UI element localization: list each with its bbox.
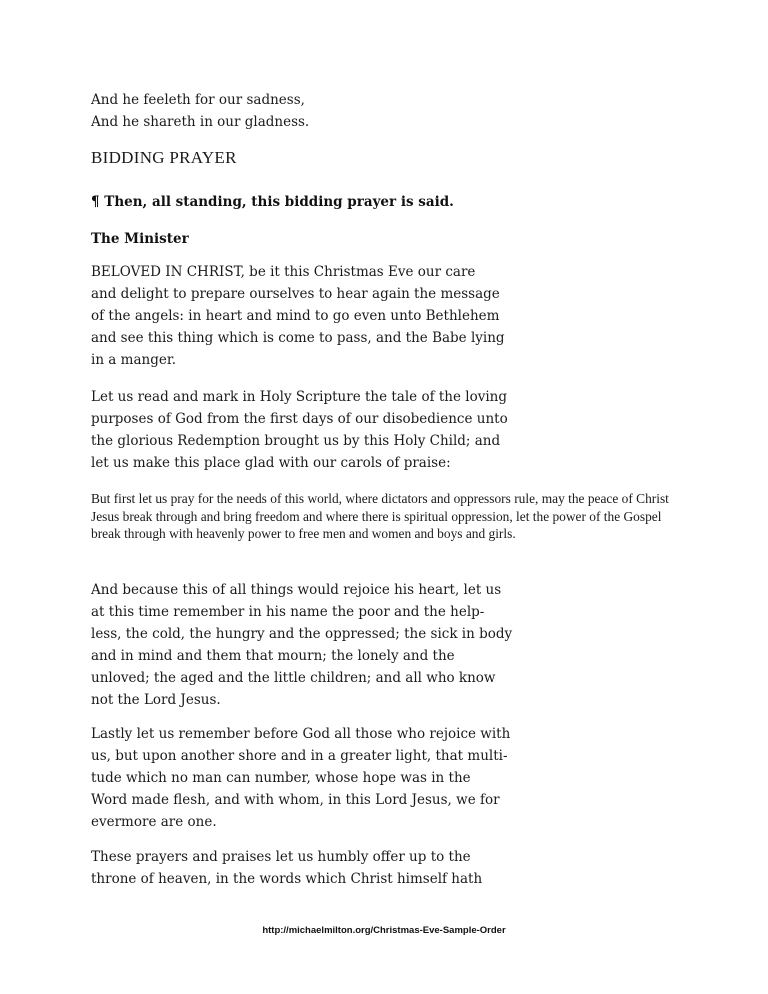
paragraph-line: less, the cold, the hungry and the oppressed; the sick in body — [91, 626, 513, 642]
paragraph-line: not the Lord Jesus. — [91, 692, 221, 708]
paragraph-line: let us make this place glad with our carols of praise: — [91, 455, 451, 471]
paragraph-line: BELOVED IN CHRIST, be it this Christmas Eve our care — [91, 264, 476, 280]
footer-url: http://michaelmilton.org/Christmas-Eve-Sample-Order — [262, 925, 506, 936]
paragraph-line: And because this of all things would rejoice his heart, let us — [91, 582, 502, 598]
paragraph-line: tude which no man can number, whose hope was in the — [91, 770, 471, 786]
paragraph-line: unloved; the aged and the little children; and all who know — [91, 670, 496, 686]
section-title: BIDDING PRAYER — [91, 148, 237, 167]
paragraph-block: But first let us pray for the needs of this world, where dictators and oppressors rule, may the peace of Christ Jesus break through and bring freedom and where there is spiritual oppression, let the power of the Gospel break through with heavenly power to free men and women and boys and girls. — [91, 491, 669, 541]
paragraph-line: These prayers and praises let us humbly offer up to the — [91, 849, 471, 865]
paragraph-line: Word made flesh, and with whom, in this Lord Jesus, we for — [91, 792, 500, 808]
paragraph-line: evermore are one. — [91, 814, 217, 830]
paragraph-line: throne of heaven, in the words which Christ himself hath — [91, 871, 483, 887]
paragraph-line: us, but upon another shore and in a greater light, that multi- — [91, 748, 508, 764]
paragraph-line: Let us read and mark in Holy Scripture the tale of the loving — [91, 389, 507, 405]
paragraph-line: the glorious Redemption brought us by this Holy Child; and — [91, 433, 501, 449]
speaker-label: The Minister — [91, 231, 189, 247]
paragraph-line: in a manger. — [91, 352, 177, 368]
verse-line: And he feeleth for our sadness, — [91, 92, 305, 108]
paragraph-line: and delight to prepare ourselves to hear again the message — [91, 286, 500, 302]
rubric: ¶ Then, all standing, this bidding prayer is said. — [91, 194, 454, 210]
paragraph-line: and see this thing which is come to pass, and the Babe lying — [91, 330, 505, 346]
paragraph-line: and in mind and them that mourn; the lonely and the — [91, 648, 455, 664]
paragraph-line: Lastly let us remember before God all those who rejoice with — [91, 726, 511, 742]
paragraph-line: of the angels: in heart and mind to go even unto Bethlehem — [91, 308, 500, 324]
verse-line: And he shareth in our gladness. — [91, 114, 310, 130]
paragraph-line: purposes of God from the first days of our disobedience unto — [91, 411, 508, 427]
paragraph-line: at this time remember in his name the poor and the help- — [91, 604, 485, 620]
